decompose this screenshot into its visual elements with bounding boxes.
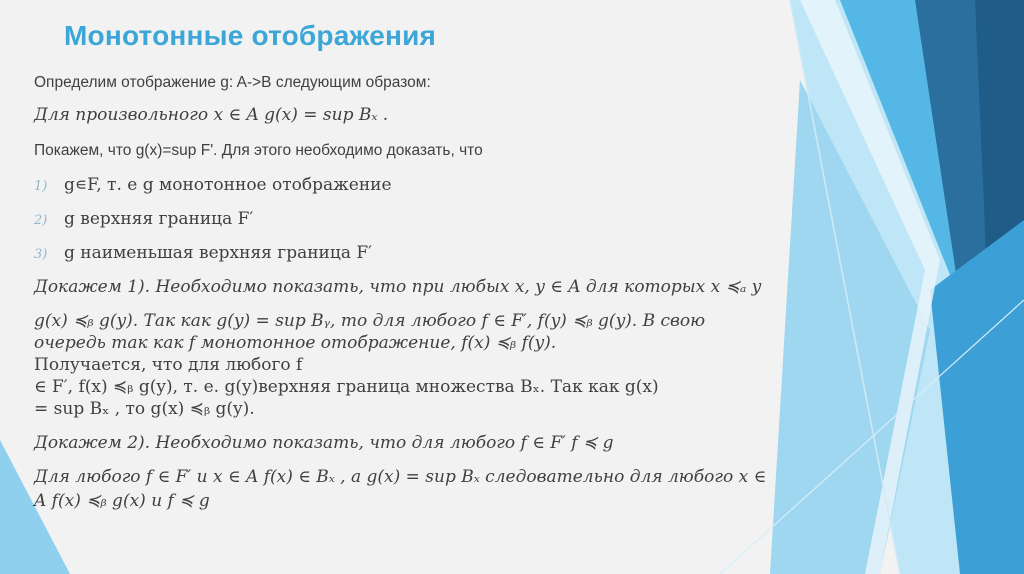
text-line-result: Получается, что для любого f <box>34 355 303 375</box>
list-number-3: 3) <box>34 247 48 262</box>
list-item-1 <box>34 174 392 198</box>
list-text-3: g наименьшая верхняя граница F′ <box>64 243 373 263</box>
text-line-definition: Определим отображение g: A->B следующим образом: <box>34 74 431 91</box>
text-line-proof1: Докажем 1). Необходимо показать, что при любых x, y ∈ A для которых x ≼ₐ y <box>34 277 762 297</box>
list-text-2: g верхняя граница F′ <box>64 209 254 229</box>
text-line-result-end: = sup Bₓ , то g(x) ≼ᵦ g(y). <box>34 399 255 419</box>
text-line-proof1-cont2: очередь так как f монотонное отображение, f(x) ≼ᵦ f(y). <box>34 333 557 353</box>
list-number-2: 2) <box>34 213 48 228</box>
text-line-proof2-end: A f(x) ≼ᵦ g(x) и f ≼ g <box>34 491 210 511</box>
list-text-1: g∊F, т. е g монотонное отображение <box>64 175 392 195</box>
text-line-proof2: Докажем 2). Необходимо показать, что для любого f ∈ F′ f ≼ g <box>34 433 614 453</box>
text-line-result-cont: ∈ F′, f(x) ≼ᵦ g(y), т. е. g(y)верхняя граница множества Bₓ. Так как g(x) <box>34 377 659 397</box>
text-line-proof2-cont: Для любого f ∈ F′ и x ∈ A f(x) ∈ Bₓ , а g(x) = sup Bₓ следовательно для любого x ∈ <box>34 467 767 487</box>
text-line-show: Покажем, что g(x)=sup F'. Для этого необходимо доказать, что <box>34 142 483 159</box>
list-number-1: 1) <box>34 179 48 194</box>
text-line-formula: Для произвольного x ∈ A g(x) = sup Bₓ . <box>34 105 389 125</box>
list-item-2 <box>34 208 253 232</box>
list-item-3 <box>34 242 372 266</box>
text-line-proof1-cont: g(x) ≼ᵦ g(y). Так как g(y) = sup Bᵧ, то для любого f ∈ F′, f(y) ≼ᵦ g(y). В свою <box>34 311 706 331</box>
slide-title: Монотонные отображения <box>64 20 437 51</box>
